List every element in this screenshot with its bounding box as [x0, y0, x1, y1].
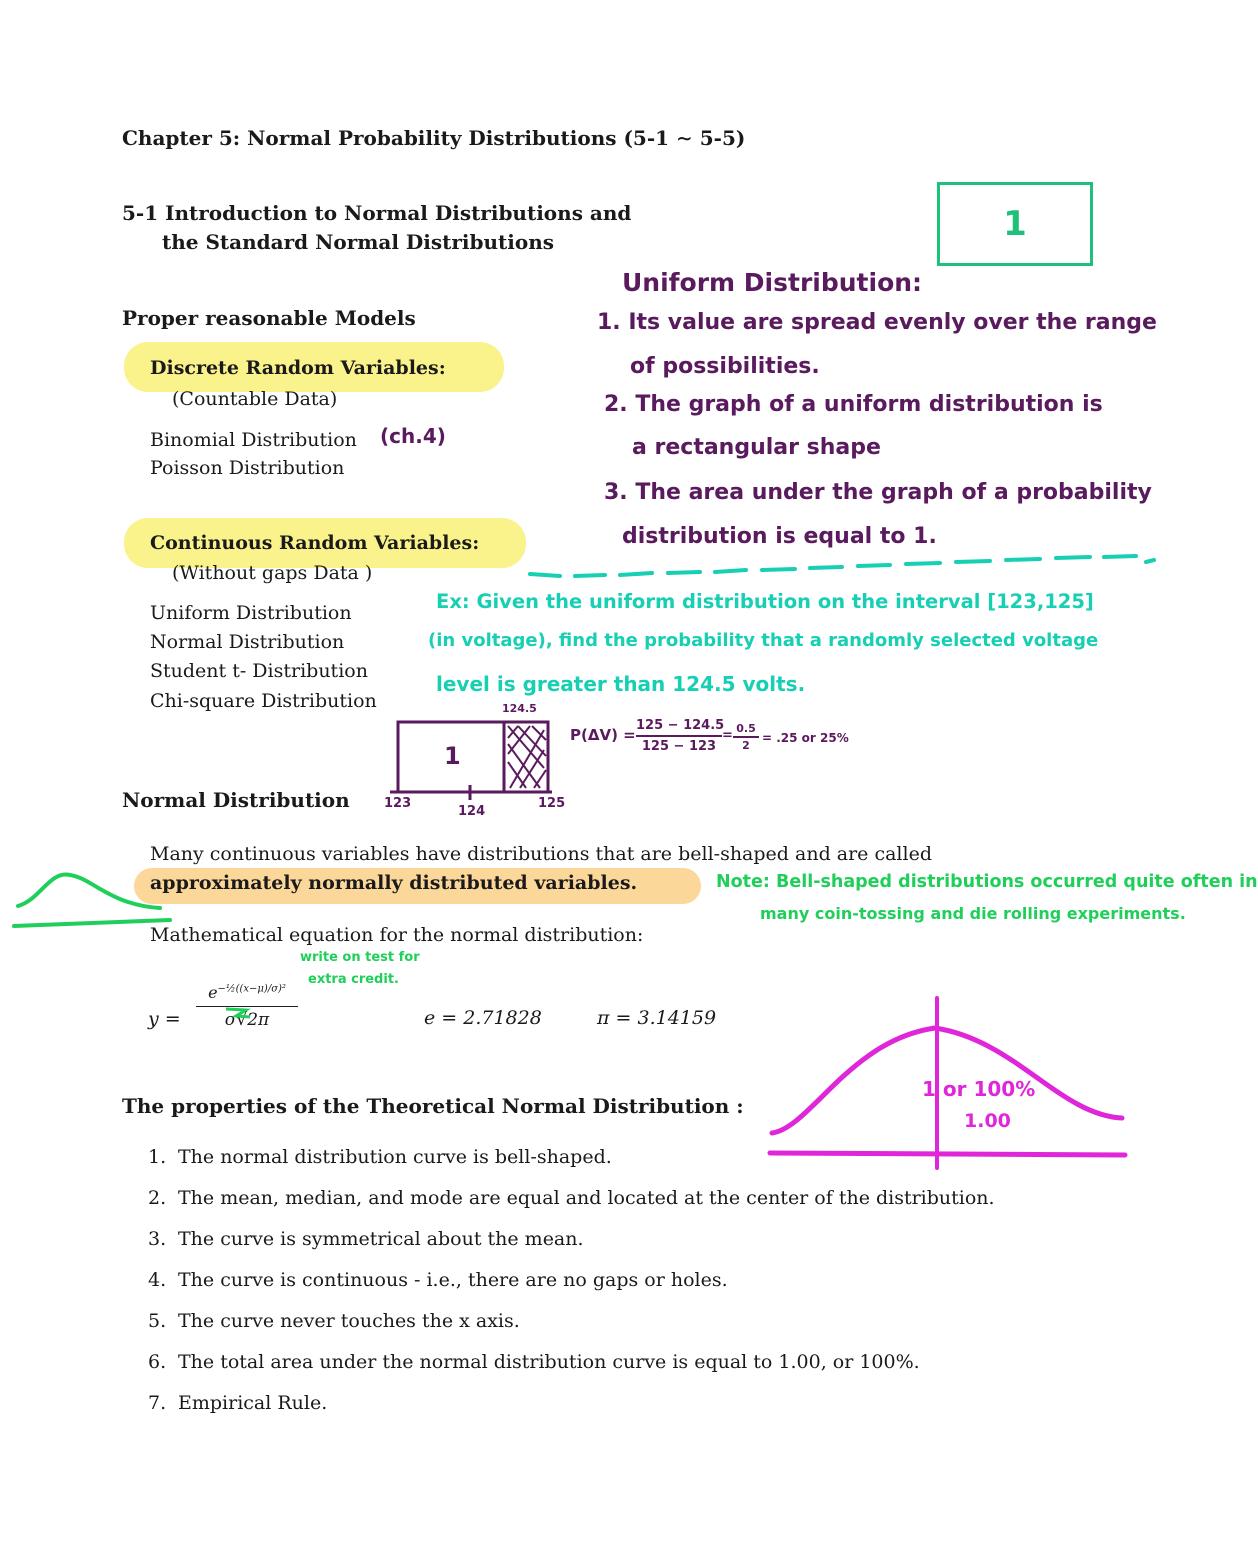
equation-denominator: σ√2π — [224, 1010, 270, 1030]
axis-label: 125 — [538, 796, 566, 811]
rect-area-label: 1 — [444, 742, 461, 770]
prob-frac2-num: 0.5 — [736, 722, 756, 735]
axis-label: 123 — [384, 796, 412, 811]
section-title-line1: 5-1 Introduction to Normal Distributions and — [122, 201, 632, 225]
rect-top-label: 124.5 — [502, 702, 537, 715]
property-text: The curve is symmetrical about the mean. — [178, 1228, 584, 1250]
continuous-label: Continuous Random Variables: — [150, 532, 480, 554]
extra-credit-line: write on test for — [300, 950, 420, 965]
green-exponent-mark — [226, 1009, 250, 1017]
property-text: The curve never touches the x axis. — [178, 1310, 520, 1332]
property-number: 2. — [148, 1187, 167, 1209]
uniform-point-line: of possibilities. — [630, 354, 820, 379]
discrete-item: Poisson Distribution — [150, 457, 345, 479]
property-number: 6. — [148, 1351, 167, 1373]
property-text: The total area under the normal distribution curve is equal to 1.00, or 100%. — [178, 1351, 920, 1373]
equation-exponent: −½((x−μ)/σ)² — [217, 983, 286, 995]
example-line: Ex: Given the uniform distribution on the interval [123,125] — [436, 590, 1094, 613]
prob-result: = .25 or 25% — [762, 731, 849, 745]
discrete-note: (Countable Data) — [172, 388, 338, 410]
e-value: e = 2.71828 — [424, 1007, 542, 1029]
chapter-title: Chapter 5: Normal Probability Distributions (5-1 ∼ 5-5) — [122, 126, 746, 150]
green-axis-line — [14, 920, 170, 926]
pi-value: π = 3.14159 — [597, 1007, 717, 1029]
curve-label: 1 or 100% — [922, 1077, 1036, 1101]
uniform-point-line: a rectangular shape — [632, 435, 881, 460]
equation-numerator: e — [208, 983, 218, 1002]
uniform-rectangle-sketch — [390, 722, 552, 800]
prob-frac2-den: 2 — [742, 739, 750, 752]
note-line: many coin-tossing and die rolling experiments. — [760, 904, 1186, 923]
property-number: 7. — [148, 1392, 167, 1414]
uniform-point-line: 3. The area under the graph of a probability — [604, 480, 1152, 505]
highlight-text: approximately normally distributed variables. — [150, 872, 638, 894]
property-number: 1. — [148, 1146, 167, 1168]
continuous-item: Student t- Distribution — [150, 660, 368, 682]
axis-label: 124 — [458, 804, 486, 819]
uniform-point-line: distribution is equal to 1. — [622, 524, 937, 549]
normal-heading: Normal Distribution — [122, 788, 350, 812]
properties-heading: The properties of the Theoretical Normal Distribution : — [122, 1094, 744, 1118]
property-text: The normal distribution curve is bell-shaped. — [178, 1146, 612, 1168]
intro-text: Many continuous variables have distributions that are bell-shaped and are called — [150, 843, 932, 865]
section-title-line2: the Standard Normal Distributions — [162, 230, 554, 254]
prob-numerator: 125 − 124.5 — [636, 718, 725, 733]
rect-hatching — [508, 726, 546, 788]
uniform-point-line: 1. Its value are spread evenly over the range — [597, 310, 1157, 335]
property-number: 4. — [148, 1269, 167, 1291]
discrete-hand-note: (ch.4) — [380, 424, 446, 448]
property-number: 3. — [148, 1228, 167, 1250]
note-line: Note: Bell-shaped distributions occurred quite often in — [716, 872, 1258, 892]
equation-intro: Mathematical equation for the normal distribution: — [150, 924, 644, 946]
discrete-label: Discrete Random Variables: — [150, 357, 446, 379]
continuous-item: Chi-square Distribution — [150, 690, 377, 712]
teal-dashed-separator — [530, 556, 1154, 576]
green-bell-curve — [18, 874, 160, 908]
continuous-item: Uniform Distribution — [150, 602, 352, 624]
page-number: 1 — [1003, 204, 1027, 244]
property-text: Empirical Rule. — [178, 1392, 328, 1414]
pink-axis-line — [770, 1153, 1125, 1155]
continuous-item: Normal Distribution — [150, 631, 345, 653]
models-heading: Proper reasonable Models — [122, 306, 416, 330]
equation-lhs: y = — [148, 1008, 181, 1030]
prob-denominator: 125 − 123 — [641, 739, 717, 754]
discrete-item: Binomial Distribution — [150, 429, 357, 451]
curve-label: 1.00 — [964, 1110, 1011, 1132]
extra-credit-line: extra credit. — [308, 972, 399, 987]
continuous-note: (Without gaps Data ) — [172, 562, 373, 584]
example-line: (in voltage), find the probability that a randomly selected voltage — [428, 630, 1099, 651]
example-line: level is greater than 124.5 volts. — [436, 672, 806, 696]
property-text: The mean, median, and mode are equal and located at the center of the distribution. — [178, 1187, 995, 1209]
prob-lhs: P(ΔV) = — [570, 726, 636, 744]
prob-equals: = — [722, 728, 733, 743]
property-text: The curve is continuous - i.e., there are no gaps or holes. — [178, 1269, 728, 1291]
pink-normal-curve — [772, 1028, 1122, 1133]
uniform-point-line: 2. The graph of a uniform distribution is — [604, 392, 1103, 417]
uniform-title: Uniform Distribution: — [622, 268, 923, 297]
property-number: 5. — [148, 1310, 167, 1332]
